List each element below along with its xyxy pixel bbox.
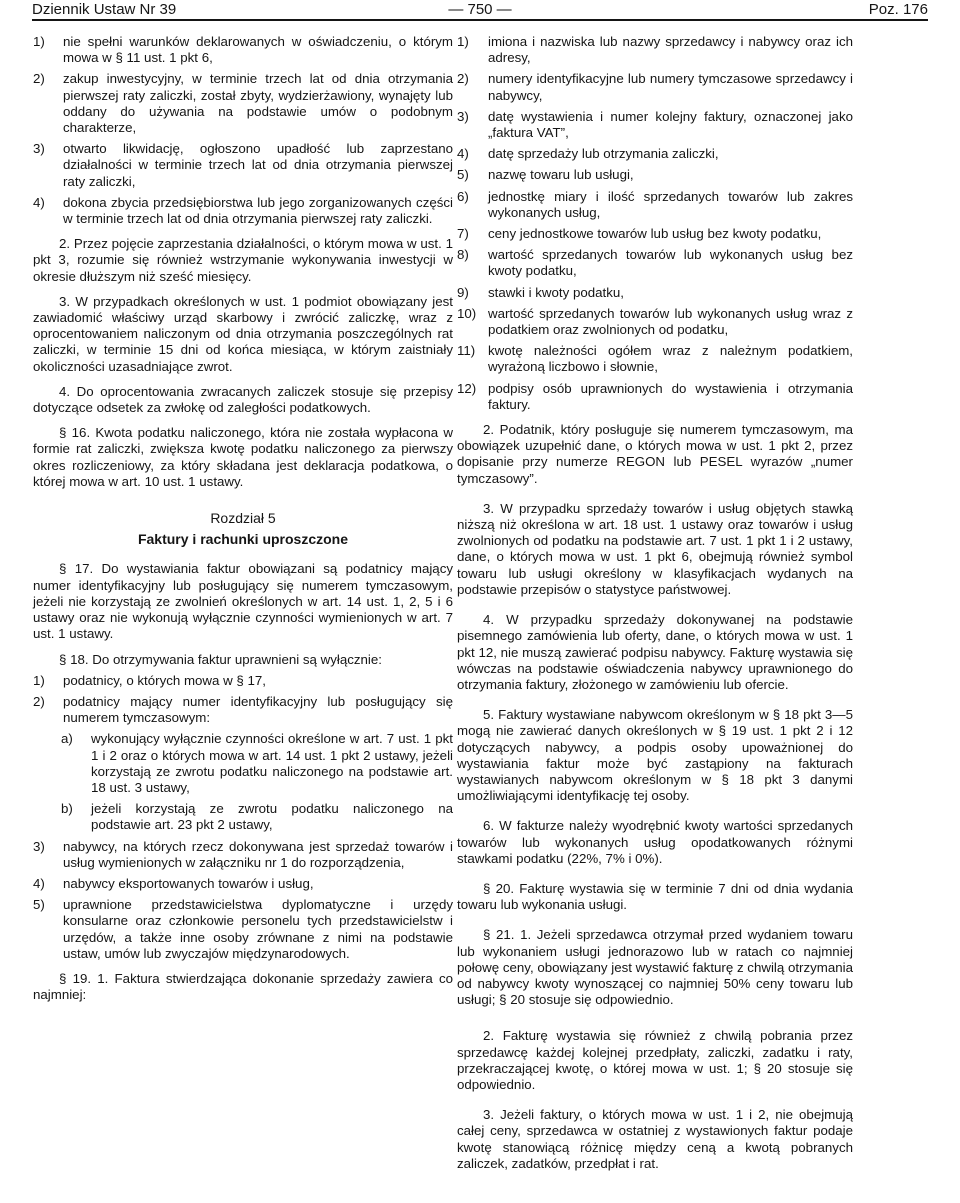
list-item: [457, 247, 853, 279]
item-number: 2): [457, 71, 469, 87]
list-item: [457, 343, 853, 375]
item-text: podatnicy mający numer identyfikacyjny lub posługujący się numerem tymczasowym:: [63, 693, 453, 726]
item-text: podatnicy, o których mowa w § 17,: [63, 672, 266, 688]
item-number: 8): [457, 247, 469, 263]
list-item: [457, 167, 853, 183]
item-text: otwarto likwidację, ogłoszono upadłość lub zaprzestano działalności w terminie trzech lat od dnia otrzymania pierwszej raty zaliczki,: [63, 141, 453, 189]
paragraph: 4. Do oprocentowania zwracanych zaliczek stosuje się przepisy dotyczące odsetek za zwłokę od zaległości podatkowych.: [33, 383, 453, 416]
list-item: [457, 146, 853, 162]
item-text: numery identyfikacyjne lub numery tymczasowe sprzedawcy i nabywcy,: [488, 71, 853, 103]
item-letter: b): [61, 801, 73, 817]
journal-title: Dziennik Ustaw Nr 39: [32, 1, 177, 18]
list-item: [457, 34, 853, 66]
list-item: [33, 839, 453, 871]
item-text: nie spełni warunków deklarowanych w oświadczeniu, o którym mowa w § 11 ust. 1 pkt 6,: [63, 34, 453, 66]
list-item: [33, 71, 453, 136]
item-number: 9): [457, 284, 469, 300]
list-item: [457, 381, 853, 413]
paragraph: 3. W przypadku sprzedaży towarów i usług objętych stawką niższą niż określona w art. 18 ust. 1 ustawy oraz towarów i usług zwolnionych od podatku na podstawie art. 7 ust. 1 pkt 1 i 2 ustawy, dane, o których mowa w ust. 1 pkt 6, obejmują również symbol towaru lub usługi określony w klasyfikacjach wydanych na podstawie przepisów o statystyce państwowej.: [457, 500, 853, 597]
paragraph: 2. Przez pojęcie zaprzestania działalności, o którym mowa w ust. 1 pkt 3, rozumie się również wstrzymanie wykonywania inwestycji w okresie dłuższym niż sześć miesięcy.: [33, 236, 453, 284]
item-text: kwotę należności ogółem wraz z należnym podatkiem, wyrażoną liczbowo i słownie,: [488, 343, 853, 375]
item-number: 4): [457, 146, 469, 162]
item-number: 1): [457, 34, 469, 49]
item-text: jeżeli korzystają ze zwrotu podatku naliczonego na podstawie art. 23 pkt 2 ustawy,: [91, 801, 453, 833]
item-text: dokona zbycia przedsiębiorstwa lub jego zorganizowanych części w terminie trzech lat od dnia otrzymania pierwszej raty zaliczki.: [63, 194, 453, 227]
paragraph: 3. W przypadkach określonych w ust. 1 podmiot obowiązany jest zawiadomić właściwy urząd skarbowy i zwrócić zaliczkę, wraz z oprocentowaniem naliczonym od dnia otrzymania poszczególnych rat zaliczki, w terminie 15 dni od końca miesiąca, w którym zaistniały okoliczności uzasadniające zwrot.: [33, 293, 453, 374]
item-text: podpisy osób uprawnionych do wystawienia i otrzymania faktury.: [488, 380, 853, 412]
list-item: [33, 673, 453, 689]
paragraph: 5. Faktury wystawiane nabywcom określonym w § 18 pkt 3—5 mogą nie zawierać danych określonych w § 19 ust. 1 pkt 2 i 12 dotyczących nabywcy, a podpis osoby upoważnionej do wystawiania faktur może być zastąpiony na fakturach wystawianych nabywcom określonym w § 18 pkt 3 danymi umożliwiającymi identyfikację tej osoby.: [457, 707, 853, 804]
item-text: datę sprzedaży lub otrzymania zaliczki,: [488, 146, 719, 162]
item-number: 6): [457, 188, 469, 204]
item-letter: a): [61, 731, 73, 747]
page-number: — 750 —: [448, 1, 512, 18]
sub-item: [33, 801, 453, 833]
item-number: 3): [33, 838, 45, 854]
header-divider: [32, 19, 928, 21]
item-number: 7): [457, 226, 469, 242]
paragraph: 3. Jeżeli faktury, o których mowa w ust. 1 i 2, nie obejmują całej ceny, sprzedawca w ostatniej z wystawionych faktur podaje kwotę stanowiącą różnicę między ceną a kwotą pobranych zaliczek, zadatków, przedpłat i rat.: [457, 1107, 853, 1171]
item-text: zakup inwestycyjny, w terminie trzech lat od dnia otrzymania pierwszej raty zaliczki, został zbyty, wydzierżawiony, wynajęty lub oddany do używania na podstawie umów o podobnym charakterze,: [63, 71, 453, 136]
paragraph: § 16. Kwota podatku naliczonego, która nie została wypłacona w formie rat zaliczki, zwiększa kwotę podatku naliczonego za pierwszy okres rozliczeniowy, za który składana jest deklaracja podatkowa, o której mowa w art. 10 ust. 1 ustawy.: [33, 425, 453, 489]
item-text: jednostkę miary i ilość sprzedanych towarów lub zakres wykonanych usług,: [488, 188, 853, 220]
item-text: datę wystawienia i numer kolejny faktury, oznaczonej jako „faktura VAT”,: [488, 108, 853, 141]
item-text: wartość sprzedanych towarów lub wykonanych usług bez kwoty podatku,: [488, 247, 853, 279]
item-text: nabywcy, na których rzecz dokonywana jest sprzedaż towarów i usług wymienionych w załączniku nr 1 do rozporządzenia,: [63, 838, 453, 870]
item-number: 5): [457, 167, 469, 183]
list-item: [33, 694, 453, 726]
item-number: 2): [33, 693, 45, 709]
item-number: 2): [33, 71, 45, 87]
right-column: [457, 34, 853, 1172]
item-number: 1): [33, 34, 45, 49]
list-item: [33, 876, 453, 892]
paragraph: § 18. Do otrzymywania faktur uprawnieni są wyłącznie:: [59, 651, 382, 667]
paragraph: 2. Podatnik, który posługuje się numerem tymczasowym, ma obowiązek uzupełnić dane, o których mowa w ust. 1 pkt 2, przez dopisanie przy numerze REGON lub PESEL wyrazów „numer tymczasowy”.: [457, 422, 853, 486]
item-text: uprawnione przedstawicielstwa dyplomatyczne i urzędy konsularne oraz członkowie personelu tych przedstawicielstw i urzędów, a także inne osoby zrównane z nimi na podstawie ustaw, umów lub zwyczajów międzynarodowych.: [63, 897, 453, 961]
list-item: [33, 897, 453, 962]
item-number: 1): [33, 672, 45, 688]
chapter-number: Rozdział 5: [210, 510, 276, 527]
paragraph: 4. W przypadku sprzedaży dokonywanej na podstawie pisemnego zamówienia lub oferty, dane, o których mowa w ust. 1 pkt 12, nie muszą zawierać podpisu nabywcy. Fakturę wystawia się wówczas na podstawie oświadczenia nabywcy uprawnionego do otrzymania faktury, złożonego w zamówieniu lub ofercie.: [457, 612, 853, 692]
item-number: 11): [457, 343, 476, 359]
list-item: [457, 226, 853, 242]
paragraph: 2. Fakturę wystawia się również z chwilą pobrania przez sprzedawcę każdej kolejnej przedpłaty, zaliczki, zadatku i raty, przekraczającej kwotę, o której mowa w ust. 1; § 20 stosuje się odpowiednio.: [457, 1028, 853, 1092]
item-text: stawki i kwoty podatku,: [488, 284, 624, 300]
item-text: wykonujący wyłącznie czynności określone w art. 7 ust. 1 pkt 1 i 2 oraz o których mowa w art. 14 ust. 1 pkt 2 ustawy, jeżeli korzystają ze zwrotu podatku naliczonego na podstawie art. 18 ust. 3 ustawy,: [91, 731, 453, 795]
item-number: 4): [33, 194, 45, 210]
chapter-title: Faktury i rachunki uproszczone: [137, 531, 349, 548]
list-item: [457, 285, 853, 301]
item-number: 4): [33, 875, 45, 891]
item-text: nazwę towaru lub usługi,: [488, 167, 634, 183]
sub-item: [33, 731, 453, 796]
item-number: 12): [457, 380, 477, 396]
item-text: wartość sprzedanych towarów lub wykonanych usług wraz z podatkiem oraz zwolnionych od podatku,: [488, 305, 853, 338]
item-text: ceny jednostkowe towarów lub usług bez kwoty podatku,: [488, 226, 822, 242]
list-item: [457, 189, 853, 221]
item-text: imiona i nazwiska lub nazwy sprzedawcy i nabywcy oraz ich adresy,: [488, 34, 853, 66]
paragraph: § 17. Do wystawiania faktur obowiązani są podatnicy mający numer identyfikacyjny lub posługujący się numerem tymczasowym, jeżeli nie korzystają ze zwolnień określonych w art. 14 ust. 1, 2, 5 i 6 ustawy oraz nie wykonują wyłącznie czynności wymienionych w art. 7 ust. 1 ustawy.: [33, 561, 453, 642]
list-item: [33, 141, 453, 190]
list-item: [457, 109, 853, 141]
item-text: nabywcy eksportowanych towarów i usług,: [63, 875, 314, 891]
list-item: [33, 34, 453, 66]
list-item: [457, 71, 853, 103]
left-column: [33, 34, 453, 1003]
item-number: 3): [33, 141, 45, 157]
list-item: [33, 195, 453, 227]
list-item: [457, 306, 853, 338]
item-number: 3): [457, 108, 469, 124]
paragraph: § 21. 1. Jeżeli sprzedawca otrzymał przed wydaniem towaru lub wykonaniem usługi jednorazowo lub w ratach co najmniej połowę ceny, obowiązany jest wystawić fakturę z chwilą otrzymania od nabywcy kwoty wynoszącej co najmniej 50% ceny towaru lub usługi; § 20 stosuje się odpowiednio.: [457, 927, 853, 1008]
item-number: 5): [33, 897, 45, 913]
paragraph: 6. W fakturze należy wyodrębnić kwoty wartości sprzedanych towarów lub wykonanych usług opodatkowanych różnymi stawkami podatku (22%, 7% i 0%).: [457, 818, 853, 866]
item-number: 10): [457, 305, 477, 321]
position-number: Poz. 176: [868, 1, 928, 18]
paragraph: § 19. 1. Faktura stwierdzająca dokonanie sprzedaży zawiera co najmniej:: [33, 970, 453, 1003]
paragraph: § 20. Fakturę wystawia się w terminie 7 dni od dnia wydania towaru lub wykonania usługi.: [457, 880, 853, 913]
